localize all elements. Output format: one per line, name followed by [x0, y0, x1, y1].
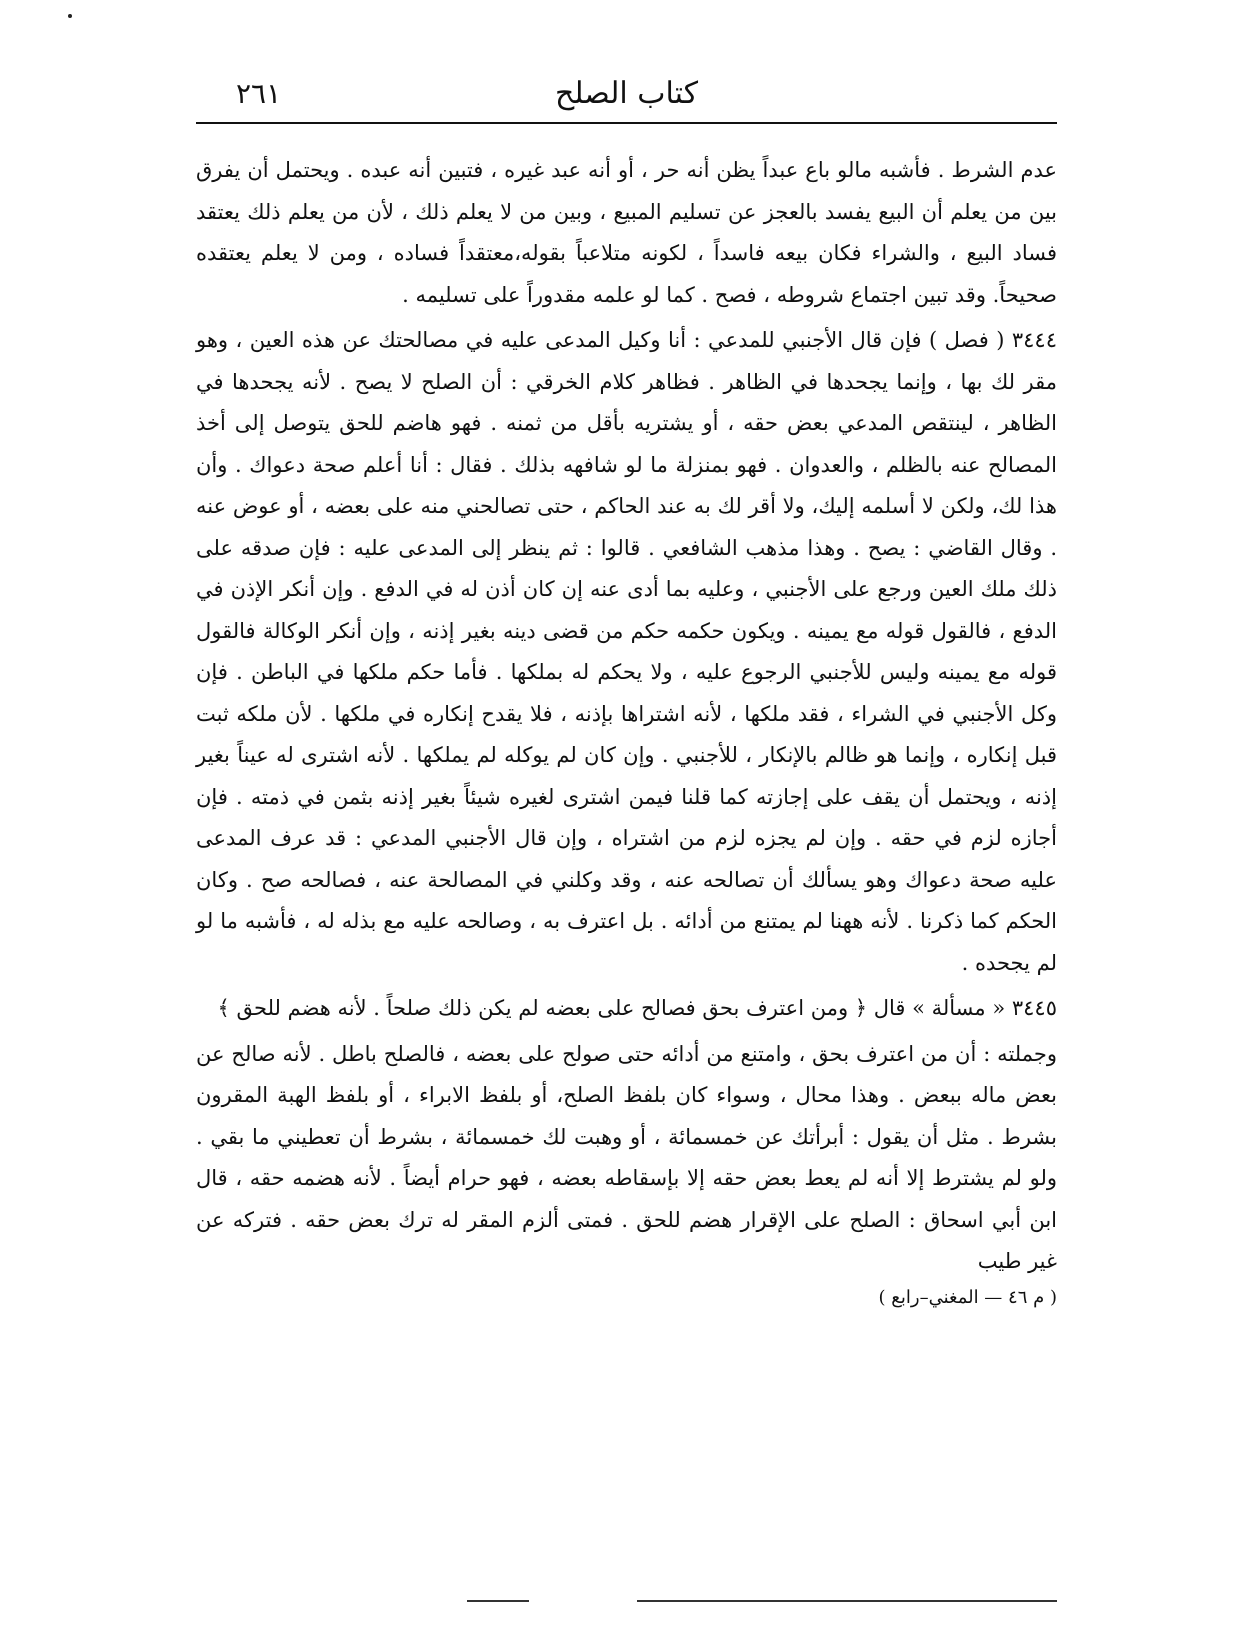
page-number: ٢٦١ [236, 77, 282, 110]
paragraph-section-3444: ٣٤٤٤ ( فصل ) فإن قال الأجنبي للمدعي : أنا وكيل المدعى عليه في مصالحتك عن هذه العين ، وهو مقر لك بها ، وإنما يجحدها في الظاهر . فظاهر كلام الخرقي : أن الصلح لا يصح . لأنه يجحدها في الظاهر ، لينتقص المدعي بعض حقه ، أو يشتريه بأقل من ثمنه . فهو هاضم للحق يتوصل إلى أخذ المصالح عنه بالظلم ، والعدوان . فهو بمنزلة ما لو شافهه بذلك . فقال : أنا أعلم صحة دعواك . وأن هذا لك، ولكن لا أسلمه إليك، ولا أقر لك به عند الحاكم ، حتى تصالحني منه على بعضه ، أو عوض عنه . وقال القاضي : يصح . وهذا مذهب الشافعي . قالوا : ثم ينظر إلى المدعى عليه : فإن صدقه على ذلك ملك العين ورجع على الأجنبي ، وعليه بما أدى عنه إن كان أذن له في الدفع . وإن أنكر الإذن في الدفع ، فالقول قوله مع يمينه . ويكون حكمه حكم من قضى دينه بغير إذنه ، وإن أنكر الوكالة فالقول قوله مع يمينه وليس للأجنبي الرجوع عليه ، ولا يحكم له بملكها . فأما حكم ملكها في الباطن . فإن وكل الأجنبي في الشراء ، فقد ملكها ، لأنه اشتراها بإذنه ، فلا يقدح إنكاره في ملكها . لأن ملكه ثبت قبل إنكاره ، وإنما هو ظالم بالإنكار ، للأجنبي . وإن كان لم يوكله لم يملكها . لأنه اشترى له عيناً بغير إذنه ، ويحتمل أن يقف على إجازته كما قلنا فيمن اشترى لغيره شيئاً بغير إذنه بثمن في ذمته . فإن أجازه لزم في حقه . وإن لم يجزه لزم من اشتراه ، وإن قال الأجنبي المدعي : قد عرف المدعى عليه صحة دعواك وهو يسألك أن تصالحه عنه ، وقد وكلني في المصالحة عنه ، فصالحه صح . وكان الحكم كما ذكرنا . لأنه ههنا لم يمتنع من أدائه . بل اعترف به ، وصالحه عليه مع بذله له ، فأشبه ما لو لم يجحده . [196, 328, 1057, 975]
bottom-rule-short [467, 1600, 529, 1602]
page-header [196, 74, 1057, 114]
signature-footnote: ( م ٤٦ — المغني–رابع ) [878, 1286, 1057, 1308]
header-rule [196, 122, 1057, 124]
paragraph-issue-3445: ٣٤٤٥ « مسألة » قال ﴿ ومن اعترف بحق فصالح على بعضه لم يكن ذلك صلحاً . لأنه هضم للحق ﴾ [217, 996, 1057, 1020]
page-body [196, 150, 1057, 1313]
bottom-rule-long [637, 1600, 1057, 1602]
paragraph-condition-end: عدم الشرط . فأشبه مالو باع عبداً يظن أنه حر ، أو أنه عبد غيره ، فتبين أنه عبده . ويحتمل أن يفرق بين من يعلم أن البيع يفسد بالعجز عن تسليم المبيع ، وبين من لا يعلم ذلك ، لأن من يعلم ذلك يعتقد فساد البيع ، والشراء فكان بيعه فاسداً ، لكونه متلاعباً بقوله،معتقداً فساده ، ومن لا يعلم يعتقده صحيحاً. وقد تبين اجتماع شروطه ، فصح . كما لو علمه مقدوراً على تسليمه . [196, 158, 1057, 307]
bottom-rules [196, 1600, 1057, 1604]
page-speck [68, 14, 72, 18]
paragraph-summary: وجملته : أن من اعترف بحق ، وامتنع من أدائه حتى صولح على بعضه ، فالصلح باطل . لأنه صالح عن بعض ماله ببعض . وهذا محال ، وسواء كان بلفظ الصلح، أو بلفظ الابراء ، أو بلفظ الهبة المقرون بشرط . مثل أن يقول : أبرأتك عن خمسمائة ، أو وهبت لك خمسمائة ، بشرط أن تعطيني ما بقي . ولو لم يشترط إلا أنه لم يعط بعض حقه إلا بإسقاطه بعضه ، فهو حرام أيضاً . لأنه هضمه حقه ، قال ابن أبي اسحاق : الصلح على الإقرار هضم للحق . فمتى ألزم المقر له ترك بعض حقه . فتركه عن غير طيب [196, 1041, 1057, 1273]
page-title: كتاب الصلح [554, 76, 699, 111]
